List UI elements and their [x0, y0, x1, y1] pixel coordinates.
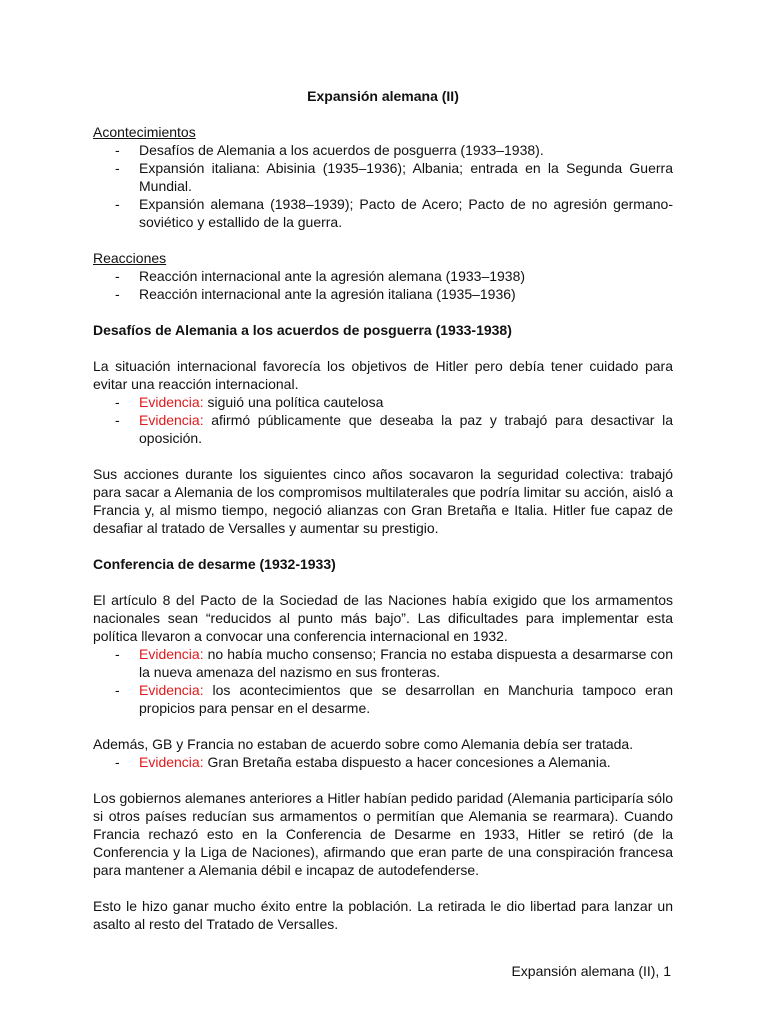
- evidence-label: Evidencia:: [139, 682, 204, 698]
- evidence-list: [93, 753, 673, 771]
- section-heading-desafios: Desafíos de Alemania a los acuerdos de posguerra (1933-1938): [93, 322, 512, 338]
- paragraph: Además, GB y Francia no estaban de acuerdo sobre como Alemania debía ser tratada.: [93, 736, 634, 752]
- list-item: - Expansión italiana: Abisinia (1935–1936); Albania; entrada en la Segunda Guerra Mundial.: [115, 160, 673, 194]
- evidence-item: - Evidencia: siguió una política cautelosa: [115, 394, 384, 410]
- acontecimientos-heading: Acontecimientos: [93, 124, 196, 140]
- list-item: - Expansión alemana (1938–1939); Pacto de Acero; Pacto de no agresión germano-soviético y estallido de la guerra.: [115, 196, 673, 230]
- paragraph: Esto le hizo ganar mucho éxito entre la población. La retirada le dio libertad para lanzar un asalto al resto del Tratado de Versalles.: [93, 898, 673, 932]
- evidence-label: Evidencia:: [139, 646, 204, 662]
- evidence-list: [93, 393, 673, 447]
- list-item: - Reacción internacional ante la agresión alemana (1933–1938): [115, 268, 526, 284]
- paragraph: Sus acciones durante los siguientes cinco años socavaron la seguridad colectiva: trabajó para sacar a Alemania de los compromisos multilaterales que podría limitar su acción, aisló a Francia y, al mismo tiempo, negoció alianzas con Gran Bretaña e Italia. Hitler fue capaz de desafiar al tratado de Versalles y aumentar su prestigio.: [93, 466, 673, 536]
- evidence-item: - Evidencia: no había mucho consenso; Francia no estaba dispuesta a desarmarse con la nueva amenaza del nazismo en sus fronteras.: [115, 646, 673, 680]
- list-item: - Reacción internacional ante la agresión italiana (1935–1936): [115, 286, 516, 302]
- paragraph: La situación internacional favorecía los objetivos de Hitler pero debía tener cuidado para evitar una reacción internacional.: [93, 358, 673, 392]
- document-page: [93, 87, 673, 933]
- evidence-label: Evidencia:: [139, 412, 204, 428]
- section-heading-conferencia: Conferencia de desarme (1932-1933): [93, 556, 336, 572]
- reacciones-heading: Reacciones: [93, 250, 167, 266]
- evidence-list: [93, 645, 673, 717]
- evidence-label: Evidencia:: [139, 754, 204, 770]
- paragraph: El artículo 8 del Pacto de la Sociedad de las Naciones había exigido que los armamentos nacionales sean “reducidos al punto más bajo”. Las dificultades para implementar esta política llevaron a convocar una conferencia internacional en 1932.: [93, 592, 673, 644]
- paragraph: Los gobiernos alemanes anteriores a Hitler habían pedido paridad (Alemania participaría sólo si otros países reducían sus armamentos o permitían que Alemania se rearmara). Cuando Francia rechazó esto en la Conferencia de Desarme en 1933, Hitler se retiró (de la Conferencia y la Liga de Naciones), afirmando que eran parte de una conspiración francesa para mantener a Alemania débil e incapaz de autodefenderse.: [93, 790, 673, 878]
- evidence-label: Evidencia:: [139, 394, 204, 410]
- evidence-item: - Evidencia: afirmó públicamente que deseaba la paz y trabajó para desactivar la oposición.: [115, 412, 673, 446]
- page-footer: Expansión alemana (II), 1: [511, 963, 671, 979]
- list-item: - Desafíos de Alemania a los acuerdos de posguerra (1933–1938).: [115, 142, 544, 158]
- reacciones-list: [93, 267, 673, 303]
- evidence-item: - Evidencia: los acontecimientos que se desarrollan en Manchuria tampoco eran propicios para pensar en el desarme.: [115, 682, 673, 716]
- acontecimientos-list: [93, 141, 673, 231]
- document-title: Expansión alemana (II): [307, 88, 459, 104]
- evidence-item: - Evidencia: Gran Bretaña estaba dispuesto a hacer concesiones a Alemania.: [115, 754, 611, 770]
